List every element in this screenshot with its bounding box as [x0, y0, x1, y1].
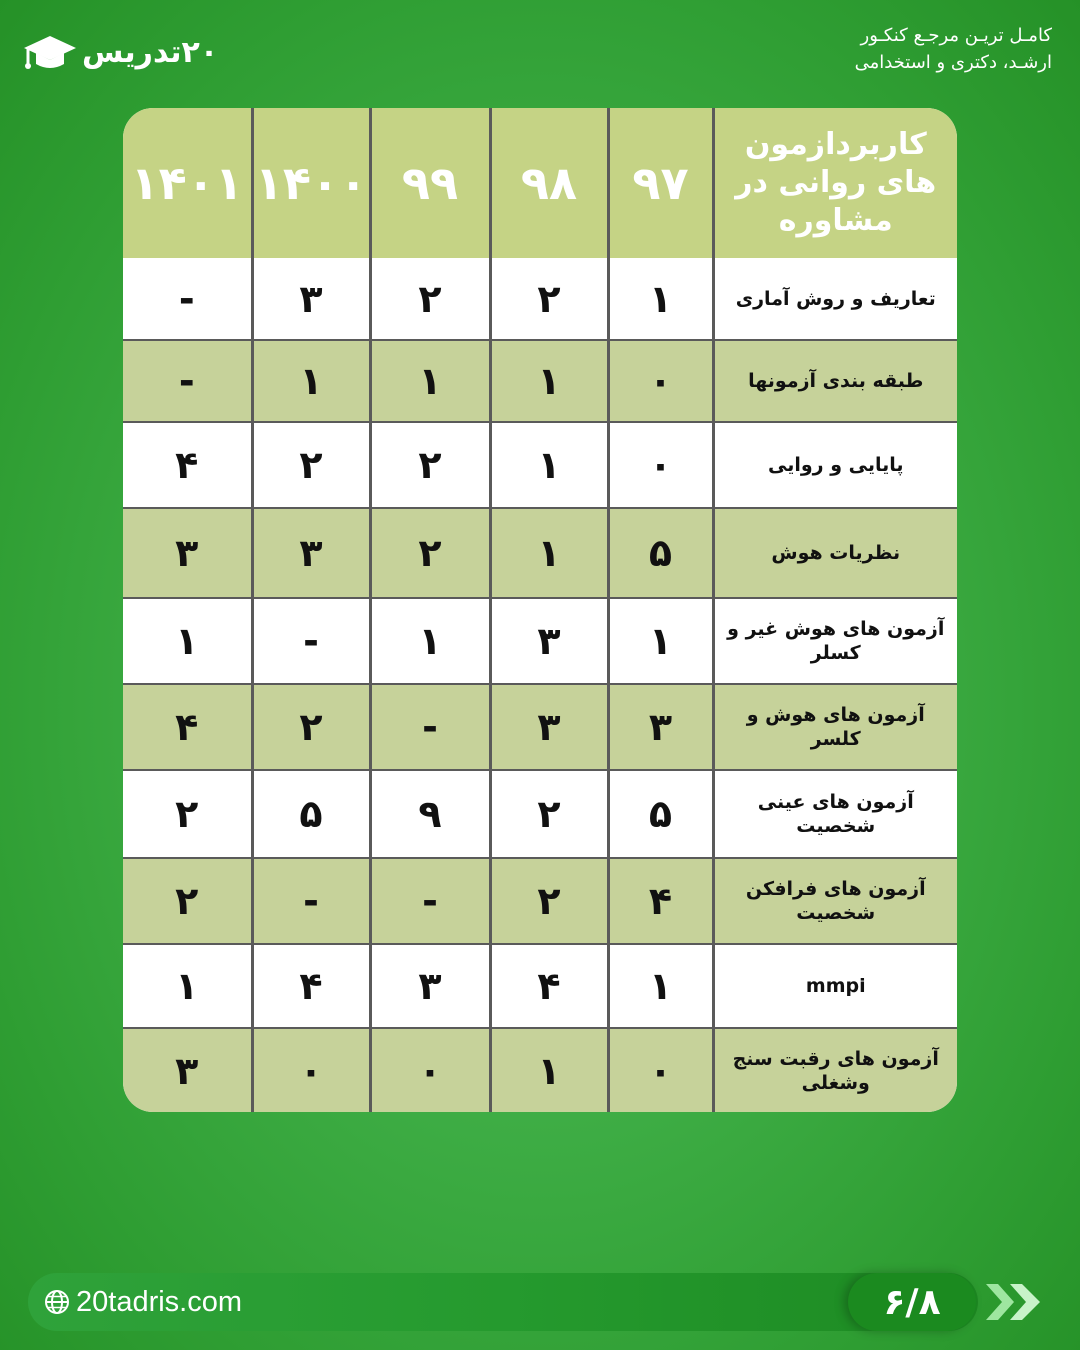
row-value: ۱ [490, 422, 608, 508]
table-row [123, 858, 957, 944]
row-value: ۰ [608, 340, 713, 422]
header-year: ۱۴۰۱ [123, 108, 252, 258]
row-value: ۱ [490, 1028, 608, 1112]
row-value: ۱ [370, 340, 490, 422]
table-row [123, 770, 957, 858]
table-row [123, 944, 957, 1028]
table-row [123, 340, 957, 422]
row-value: ۴ [608, 858, 713, 944]
row-value: ۲ [370, 258, 490, 340]
row-value: - [123, 258, 252, 340]
double-chevron-right-icon[interactable] [984, 1280, 1048, 1324]
logo-wordmark: ۲۰تدریس [82, 34, 219, 70]
row-value: ۳ [370, 944, 490, 1028]
row-value: ۳ [252, 258, 370, 340]
header-topic: کاربردازمون های روانی در مشاوره [713, 108, 957, 258]
row-value: ۱ [123, 598, 252, 684]
tagline-line-1: کامـل تریـن مرجـع کنکـور [860, 25, 1052, 46]
row-topic: طبقه بندی آزمونها [713, 340, 957, 422]
page-indicator: ۶/۸ [848, 1273, 976, 1331]
row-value: ۳ [490, 598, 608, 684]
graduation-cap-icon [22, 30, 78, 74]
row-value: - [252, 858, 370, 944]
row-topic: آزمون های هوش و کلسر [713, 684, 957, 770]
row-value: ۹ [370, 770, 490, 858]
row-value: ۱ [252, 340, 370, 422]
row-value: - [370, 684, 490, 770]
row-value: ۰ [370, 1028, 490, 1112]
row-value: - [123, 340, 252, 422]
row-value: ۴ [123, 422, 252, 508]
tagline [732, 22, 1052, 76]
row-topic: آزمون های عینی شخصیت [713, 770, 957, 858]
row-value: ۳ [252, 508, 370, 598]
row-value: ۵ [608, 770, 713, 858]
globe-icon [44, 1289, 70, 1315]
row-value: ۱ [490, 508, 608, 598]
row-value: ۱ [608, 598, 713, 684]
row-topic: آزمون های رقبت سنج وشغلی [713, 1028, 957, 1112]
header-year: ۱۴۰۰ [252, 108, 370, 258]
brand-logo[interactable] [22, 26, 222, 78]
row-topic: mmpi [713, 944, 957, 1028]
row-value: ۲ [123, 858, 252, 944]
row-value: ۰ [608, 422, 713, 508]
row-value: ۴ [490, 944, 608, 1028]
row-value: ۱ [490, 340, 608, 422]
website-text: 20tadris.com [76, 1285, 243, 1318]
row-value: ۱ [123, 944, 252, 1028]
row-value: ۳ [490, 684, 608, 770]
row-value: ۰ [252, 1028, 370, 1112]
row-topic: آزمون های هوش غیر و کسلر [713, 598, 957, 684]
row-value: ۲ [123, 770, 252, 858]
header-year: ۹۸ [490, 108, 608, 258]
table-row [123, 598, 957, 684]
row-value: - [370, 858, 490, 944]
row-value: ۲ [252, 684, 370, 770]
row-value: ۰ [608, 1028, 713, 1112]
table-row [123, 258, 957, 340]
row-topic: نظریات هوش [713, 508, 957, 598]
header-year: ۹۹ [370, 108, 490, 258]
row-value: ۲ [252, 422, 370, 508]
row-value: ۵ [252, 770, 370, 858]
row-value: ۲ [370, 422, 490, 508]
row-topic: پایایی و روایی [713, 422, 957, 508]
row-value: ۳ [123, 1028, 252, 1112]
website-link[interactable] [44, 1284, 242, 1320]
row-value: ۵ [608, 508, 713, 598]
table-header-row [123, 108, 957, 258]
tagline-line-2: ارشـد، دکتری و استخدامی [854, 52, 1052, 73]
row-value: ۳ [123, 508, 252, 598]
row-value: ۲ [370, 508, 490, 598]
row-value: ۲ [490, 258, 608, 340]
row-topic: تعاریف و روش آماری [713, 258, 957, 340]
table-row [123, 1028, 957, 1112]
row-value: ۲ [490, 770, 608, 858]
row-value: ۲ [490, 858, 608, 944]
header-year: ۹۷ [608, 108, 713, 258]
exam-topics-table [123, 108, 957, 1112]
table-row [123, 422, 957, 508]
row-value: ۴ [252, 944, 370, 1028]
row-value: ۱ [370, 598, 490, 684]
row-value: ۱ [608, 944, 713, 1028]
row-value: ۳ [608, 684, 713, 770]
row-value: ۴ [123, 684, 252, 770]
table-row [123, 508, 957, 598]
row-topic: آزمون های فرافکن شخصیت [713, 858, 957, 944]
row-value: - [252, 598, 370, 684]
table-row [123, 684, 957, 770]
row-value: ۱ [608, 258, 713, 340]
